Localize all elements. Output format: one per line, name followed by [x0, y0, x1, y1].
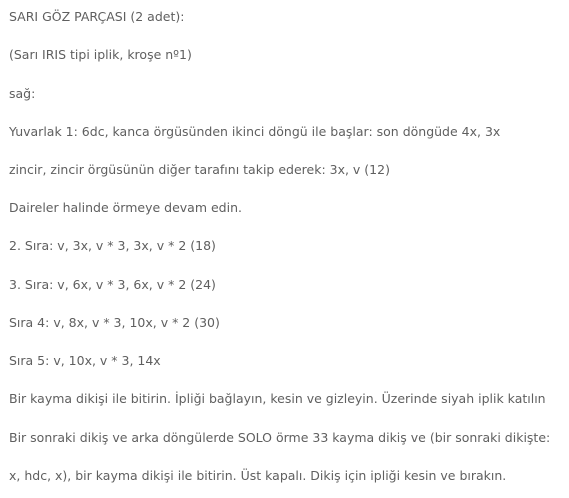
instruction-final: x, hdc, x), bir kayma dikişi ile bitirin. Üst kapalı. Dikiş için ipliği kesin ve bırakın. — [9, 468, 507, 483]
instruction-row-2: 2. Sıra: v, 3x, v * 3, 3x, v * 2 (18) — [9, 238, 216, 253]
instruction-row-4: Sıra 4: v, 8x, v * 3, 10x, v * 2 (30) — [9, 315, 220, 330]
instruction-next-stitch: Bir sonraki dikiş ve arka döngülerde SOLO örme 33 kayma dikiş ve (bir sonraki dikişte: — [9, 430, 551, 445]
side-label: sağ: — [9, 86, 36, 101]
instruction-finish: Bir kayma dikişi ile bitirin. İpliği bağlayın, kesin ve gizleyin. Üzerinde siyah iplik katılın — [9, 391, 546, 406]
instruction-row-5: Sıra 5: v, 10x, v * 3, 14x — [9, 353, 161, 368]
instruction-row-3: 3. Sıra: v, 6x, v * 3, 6x, v * 2 (24) — [9, 277, 216, 292]
instruction-round-1-cont: zincir, zincir örgüsünün diğer tarafını takip ederek: 3x, v (12) — [9, 162, 390, 177]
materials-line: (Sarı IRIS tipi iplik, kroşe nº1) — [9, 47, 192, 62]
instruction-continue: Daireler halinde örmeye devam edin. — [9, 200, 242, 215]
heading-yellow-eye-piece: SARI GÖZ PARÇASI (2 adet): — [9, 9, 185, 24]
instruction-round-1: Yuvarlak 1: 6dc, kanca örgüsünden ikinci döngü ile başlar: son döngüde 4x, 3x — [9, 124, 501, 139]
